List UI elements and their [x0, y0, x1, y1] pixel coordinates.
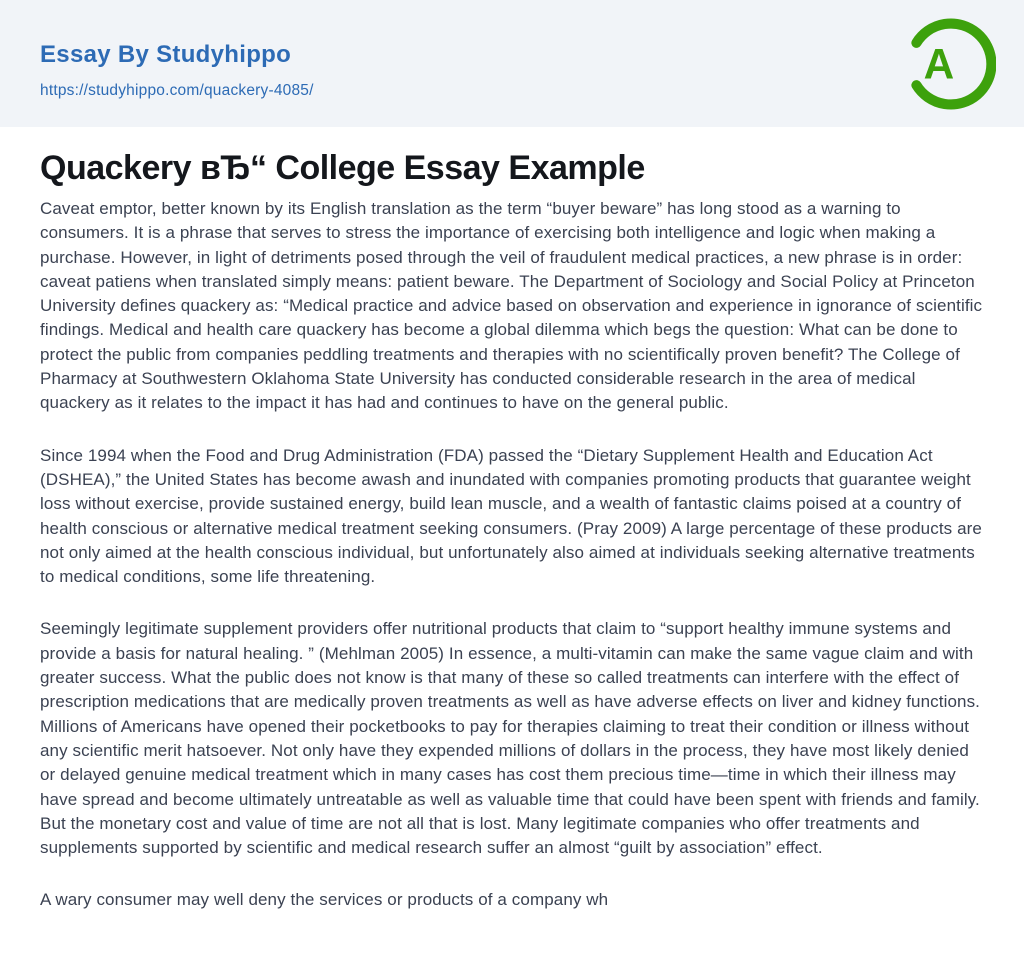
header-text-block — [40, 27, 314, 100]
essay-content — [0, 149, 1024, 913]
site-title: Essay By Studyhippo — [40, 41, 292, 68]
essay-paragraph: Seemingly legitimate supplement providers offer nutritional products that claim to “support healthy immune systems and provide a basis for natural healing. ” (Mehlman 2005) In essence, a multi-vitamin can make the same vague claim and with greater success. What the public does not know is that many of these so called treatments can interfere with the effect of prescription medications that are medically proven treatments as well as have adverse effects on liver and kidney functions. Millions of Americans have opened their pocketbooks to pay for therapies claiming to treat their condition or illness without any scientific merit hatsoever. Not only have they expended millions of dollars in the process, they have most likely denied or delayed genuine medical treatment which in many cases has cost them precious time—time in which their illness may have spread and become ultimately untreatable as well as valuable time that could have been spent with friends and family. But the monetary cost and value of time are not all that is lost. Many legitimate companies who offer treatments and supplements supported by scientific and medical research suffer an almost “guilt by association” effect. — [40, 619, 981, 858]
page-url-link[interactable]: https://studyhippo.com/quackery-4085/ — [40, 82, 314, 99]
studyhippo-logo-icon — [904, 16, 996, 112]
logo-letter: A — [923, 40, 955, 88]
essay-title: Quackery вЂ“ College Essay Example — [40, 149, 645, 187]
essay-body — [40, 197, 984, 913]
essay-paragraph: Since 1994 when the Food and Drug Administration (FDA) passed the “Dietary Supplement Health and Education Act (DSHEA),” the United States has become awash and inundated with companies promoting products that guarantee weight loss without exercise, provide sustained energy, build lean muscle, and a wealth of fantastic claims poised at a country of health conscious or alternative medical treatment seeking consumers. (Pray 2009) A large percentage of these products are not only aimed at the health conscious individual, but unfortunately also aimed at individuals seeking alternative treatments to medical conditions, some life threatening. — [40, 445, 982, 587]
essay-paragraph: Caveat emptor, better known by its English translation as the term “buyer beware” has long stood as a warning to consumers. It is a phrase that serves to stress the importance of exercising both intelligence and logic when making a purchase. However, in light of detriments posed through the veil of fraudulent medical practices, a new phrase is in order: caveat patiens when translated simply means: patient beware. The Department of Sociology and Social Policy at Princeton University defines quackery as: “Medical practice and advice based on observation and experience in ignorance of scientific findings. Medical and health care quackery has become a global dilemma which begs the question: What can be done to protect the public from companies peddling treatments and therapies with no scientifically proven benefit? The College of Pharmacy at Southwestern Oklahoma State University has conducted considerable research in the area of medical quackery as it relates to the impact it has had and continues to have on the general public. — [40, 199, 983, 413]
essay-paragraph: A wary consumer may well deny the services or products of a company wh — [40, 890, 609, 910]
page-header — [0, 0, 1024, 127]
